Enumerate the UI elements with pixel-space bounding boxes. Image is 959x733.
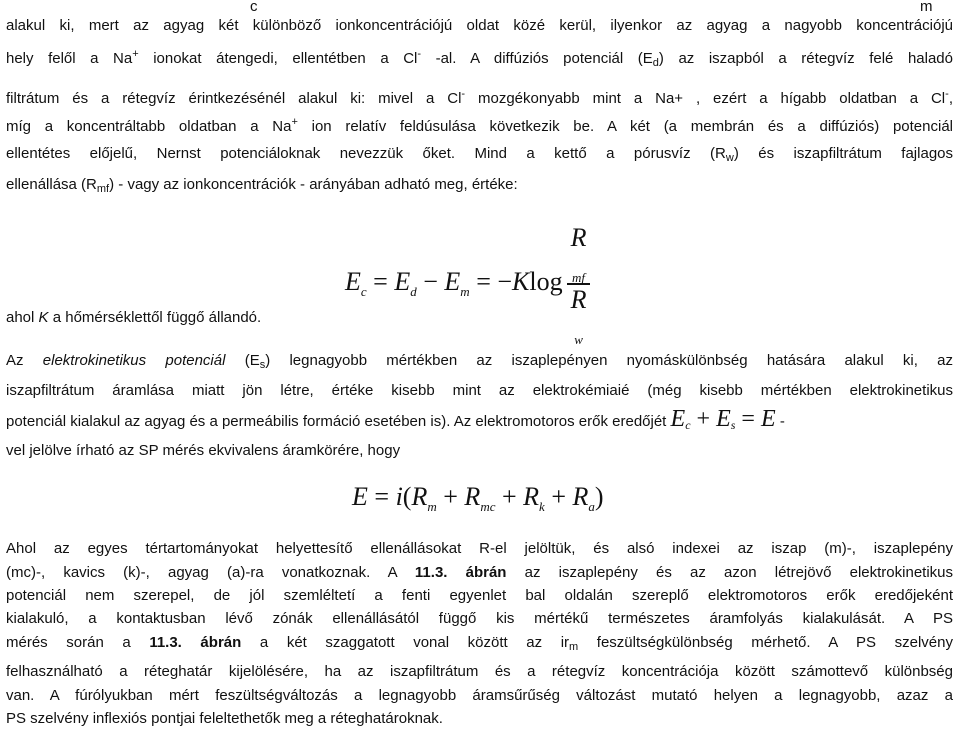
log-fraction: R $_{mf}$ R $_w$ bbox=[567, 223, 591, 345]
circuit-equation: $E = i(R_m + R_{mc} + R_k + R_a)$ bbox=[352, 482, 604, 514]
header-letter-m: m bbox=[920, 0, 933, 15]
p3-line-3: potenciál nem szerepel, de jól szemléltetí a fenti egyenlet bal oldalán szereplő elektromotoros erők eredőjeként bbox=[6, 587, 953, 604]
p1-line-4: míg a koncentráltabb oldatban a Na+ ion relatív feldúsulása következik be. A két (a membrán és a diffúziós) potenciál bbox=[6, 116, 953, 135]
p3-line-5: mérés során a 11.3. ábrán a két szaggatott vonal között az $ir_m$ feszültségkülönbség mérhető. A PS szelvény bbox=[6, 634, 953, 653]
p1-line-3: filtrátum és a rétegvíz érintkezésénél alakul ki: mivel a Cl- mozgékonyabb mint a Na+ , ezért a hígabb oldatban a Cl-, bbox=[6, 88, 953, 107]
p1-line-1: alakul ki, mert az agyag két különböző ionkoncentrációjú oldat közé kerül, ilyenkor az agyag a nagyobb koncentrációjú bbox=[6, 17, 953, 34]
p1-line-6: ellenállása $(R_{mf})$ - vagy az ionkoncentrációk - arányában adható meg, értéke: bbox=[6, 176, 518, 195]
nernst-equation: $E_c = E_d - E_m = -Klog$ R $_{mf}$ R $_w$ bbox=[345, 223, 590, 345]
p2-line-3: potenciál kialakul az agyag és a permeábilis formáció esetében is). Az elektromotoros erők eredőjét $E_c + E_s = E$ - bbox=[6, 406, 785, 432]
p1-line-2: hely felől a Na+ ionokat átengedi, ellentétben a Cl- -al. A diffúziós potenciál $(E_d)$ az iszapból a rétegvíz felé haladó bbox=[6, 48, 953, 69]
p2-line-1: Az elektrokinetikus potenciál $(E_s)$ legnagyobb mértékben az iszaplepényen nyomáskülönbség hatására alakul ki, az bbox=[6, 352, 953, 371]
p3-line-1: Ahol az egyes tértartományokat helyettesítő ellenállásokat R-el jelöltük, és alsó indexei az iszap (m)-, iszaplepény bbox=[6, 540, 953, 557]
p2-line-2: iszapfiltrátum áramlása miatt jön létre, értéke kisebb mint az elektrokémiaié (még kisebb mértékben elektrokinetikus bbox=[6, 382, 953, 399]
p1-line-5: ellentétes előjelű, Nernst potenciáloknak nevezzük őket. Mind a kettő a pórusvíz $(R_w)$ és iszapfiltrátum fajlagos bbox=[6, 145, 954, 164]
inline-emf-equation: $E_c + E_s = E$ bbox=[670, 406, 776, 432]
p3-line-8: PS szelvény inflexiós pontjai feleltethetők meg a réteghatároknak. bbox=[6, 710, 443, 727]
p3-line-2: (mc)-, kavics (k)-, agyag (a)-ra vonatkoznak. A 11.3. ábrán az iszaplepény és az azon létrejövő elektrokinetikus bbox=[6, 564, 954, 581]
p3-line-6: felhasználható a réteghatár kijelölésére, ha az iszapfiltrátum és a rétegvíz koncentrációja között számottevő különbség bbox=[6, 663, 953, 680]
p3-line-4: kialakuló, a kontaktusban lévő zónák ellenállásától függő kis mértékű természetes áramfolyás kialakulását. A PS bbox=[6, 610, 953, 627]
header-letter-c: c bbox=[250, 0, 258, 15]
p3-line-7: van. A fúrólyukban mért feszültségváltozás a legnagyobb áramsűrűség változást mutató helyen a legnagyobb, azaz a bbox=[6, 687, 953, 704]
ahol-line: ahol K a hőmérséklettől függő állandó. bbox=[6, 309, 262, 326]
p2-line-4: vel jelölve írható az SP mérés ekvivalens áramkörére, hogy bbox=[6, 442, 401, 459]
